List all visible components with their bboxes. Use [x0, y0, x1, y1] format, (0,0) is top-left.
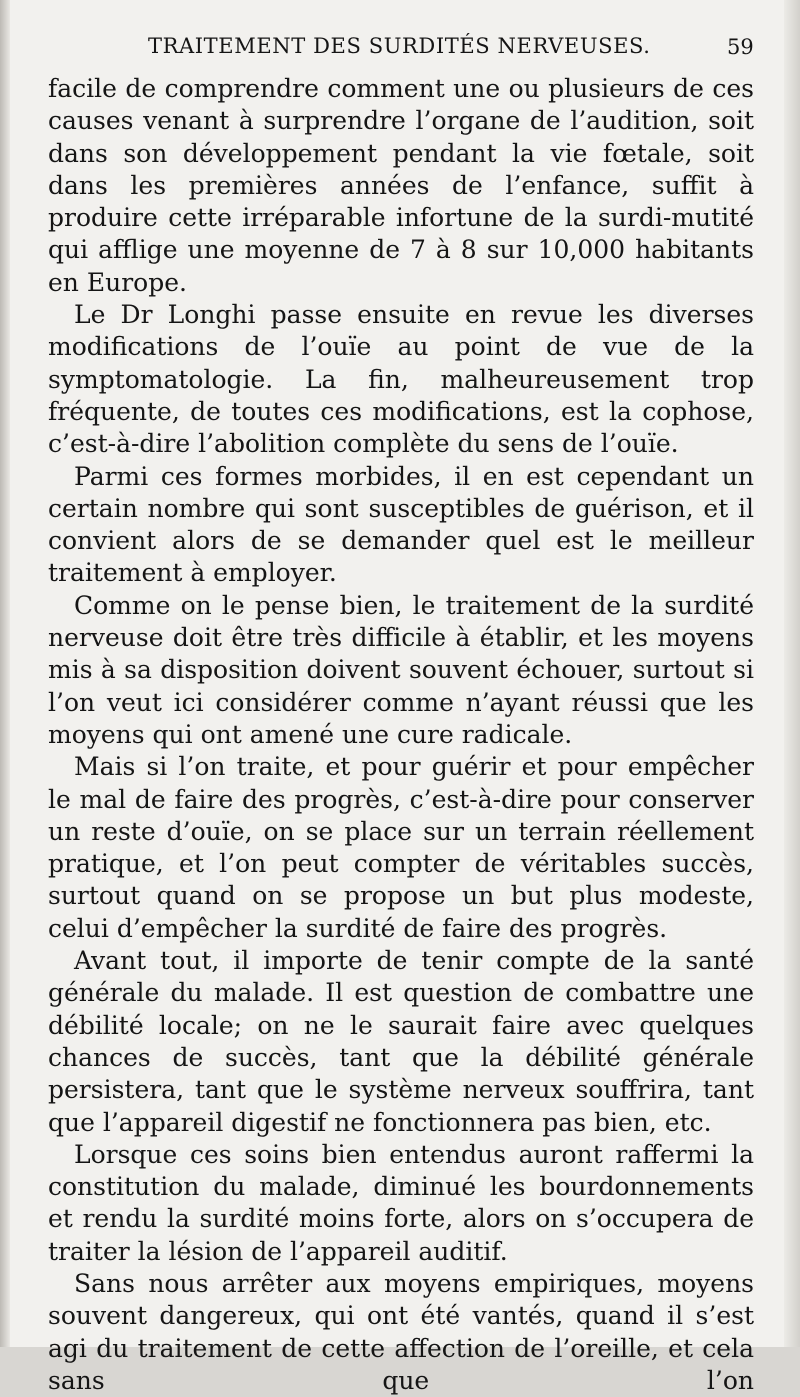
running-header: [0, 34, 800, 64]
page-edge-shadow: [784, 0, 800, 1347]
running-title: TRAITEMENT DES SURDITÉS NERVEUSES.: [148, 34, 651, 58]
paragraph: Mais si l’on traite, et pour guérir et pour empêcher le mal de faire des progrès, c’est-à-dire pour conserver un reste d’ouïe, on se place sur un terrain réellement pratique, et l’on peut compter de véritables succès, surtout quand on se propose un but plus modeste, celui d’empêcher la surdité de faire des progrès.: [48, 752, 754, 943]
paragraph: Le Dr Longhi passe ensuite en revue les diverses modifications de l’ouïe au point de vue de la symptomatologie. La fin, malheureusement trop fréquente, de toutes ces modifications, est la cophose, c’est-à-dire l’abolition complète du sens de l’ouïe.: [48, 300, 754, 459]
paragraph-continues: Sans nous arrêter aux moyens empiriques, moyens souvent dangereux, qui ont été vantés, quand il s’est agi du traitement de cette affection de l’oreille, et cela sans que l’on: [48, 1268, 754, 1395]
paragraph: Avant tout, il importe de tenir compte de la santé générale du malade. Il est question de combattre une débilité locale; on ne le saurait faire avec quelques chances de succès, tant que la débilité générale persistera, tant que le système nerveux souffrira, tant que l’appareil digestif ne fonctionnera pas bien, etc.: [48, 946, 754, 1137]
paragraph: Lorsque ces soins bien entendus auront raffermi la constitution du malade, diminué les bourdonnements et rendu la surdité moins forte, alors on s’occupera de traiter la lésion de l’appareil auditif.: [48, 1139, 754, 1266]
body-text: [48, 73, 754, 1397]
paragraph-continued: facile de comprendre comment une ou plusieurs de ces causes venant à surprendre l’organe de l’audition, soit dans son développement pendant la vie fœtale, soit dans les premières années de l’enfance, suffit à produire cette irréparable infortune de la surdi-mutité qui afflige une moyenne de 7 à 8 sur 10,000 habitants en Europe.: [48, 74, 754, 297]
page-number: 59: [727, 35, 754, 59]
paragraph: Comme on le pense bien, le traitement de la surdité nerveuse doit être très difficile à établir, et les moyens mis à sa disposition doivent souvent échouer, surtout si l’on veut ici considérer comme n’ayant réussi que les moyens qui ont amené une cure radicale.: [48, 590, 754, 749]
page-gutter-shadow: [0, 0, 10, 1347]
paragraph: Parmi ces formes morbides, il en est cependant un certain nombre qui sont susceptibles de guérison, et il convient alors de se demander quel est le meilleur traitement à employer.: [48, 461, 754, 588]
